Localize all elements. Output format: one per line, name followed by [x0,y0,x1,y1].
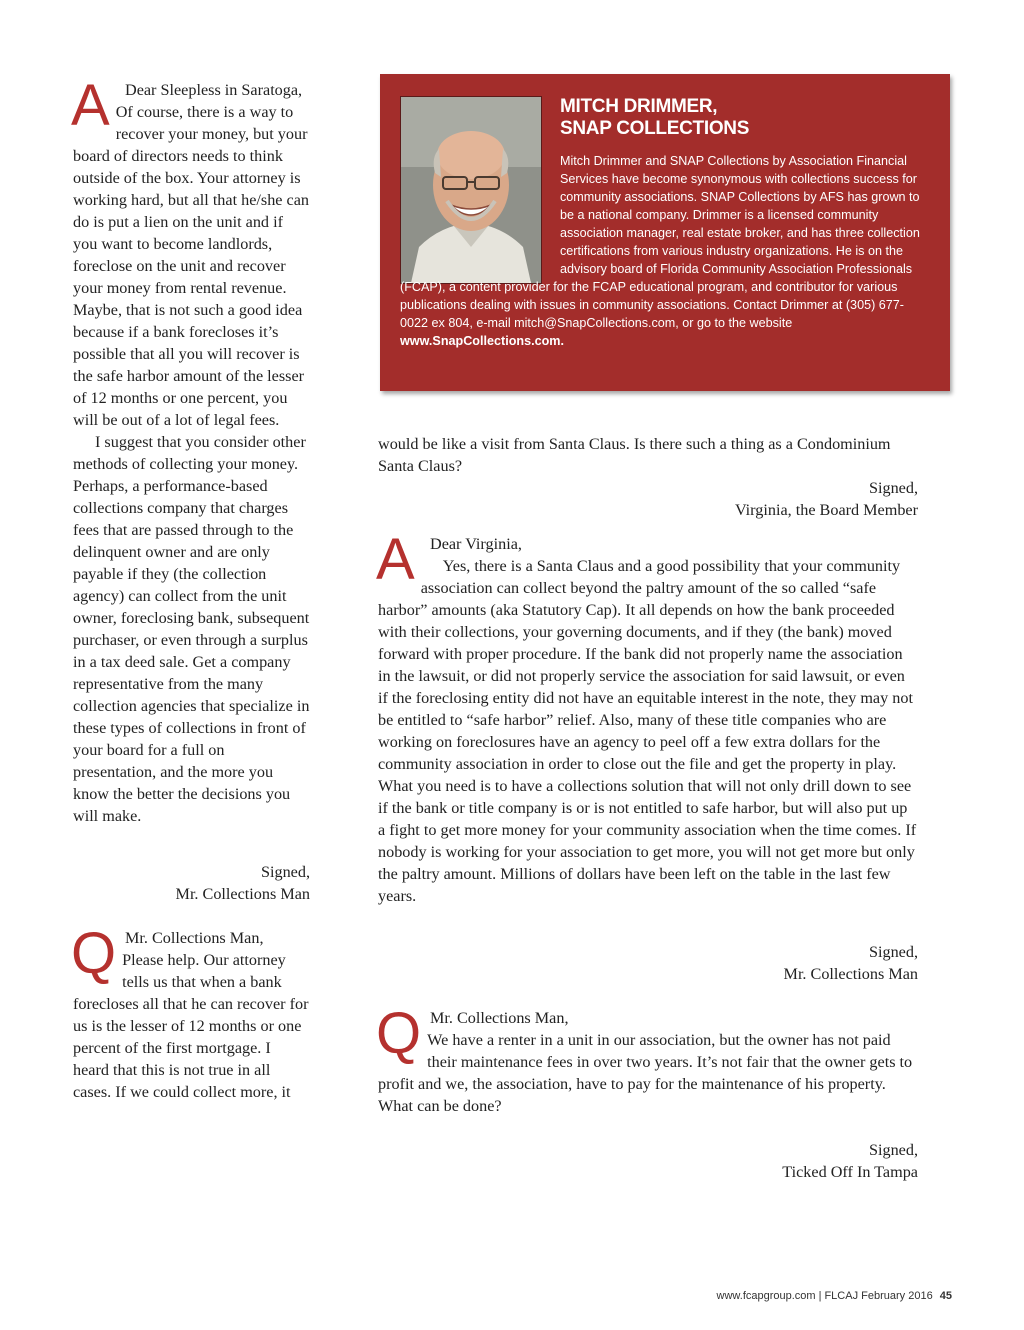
question-paragraph: Please help. Our attorney tells us that when a bank forecloses all that he can recover for us is the lesser of 12 months or one percent of the first mortgage. I heard that this is not true in all cases. If we could collect more, it [73,951,309,1101]
answer-salutation: Dear Virginia, [430,535,522,553]
question-block [71,921,310,1103]
question-block [376,1001,918,1117]
left-column [71,73,310,1103]
signer-name: Ticked Off In Tampa [782,1163,918,1181]
footer-website: www.fcapgroup.com [716,1290,816,1302]
question-drop-cap: Q [376,1001,422,1066]
author-name: MITCH DRIMMER, [560,96,718,117]
question-salutation: Mr. Collections Man, [430,1009,569,1027]
signed-label: Signed, [868,479,918,497]
question-paragraph: We have a renter in a unit in our association, but the owner has not paid their maintenance fees in over two years. It’s not fair that the owner gets to profit and we, the association, have to pay for the maintenance of his property. What can be done? [378,1031,913,1115]
question-drop-cap: Q [71,921,117,986]
answer-block [376,527,918,907]
right-column [378,433,918,1183]
answer-paragraph: I suggest that you consider other methods of collecting your money. Perhaps, a performance-based collections company that charges fees that are passed through to the delinquent owner and are only payable if they (the collection agency) can collect from the unit owner, foreclosing bank, subsequent purchaser, or even through a surplus in a tax deed sale. Get a company representative from the many collection agencies that specialize in these types of collections in front of your board for a full on presentation, and the more you know the better the decisions you will make. [73,433,310,825]
signed-label: Signed, [260,863,310,881]
author-company: SNAP COLLECTIONS [560,118,750,139]
page-footer [717,1290,952,1302]
answer-block [71,73,310,827]
signed-label: Signed, [868,943,918,961]
signed-label: Signed, [868,1141,918,1159]
author-bio-box [380,74,950,391]
signer-name: Mr. Collections Man [175,885,310,903]
footer-publication: FLCAJ [824,1290,859,1302]
footer-separator: | [818,1290,822,1302]
signer-name: Virginia, the Board Member [734,501,918,519]
signer-name: Mr. Collections Man [783,965,918,983]
author-bio-body: Mitch Drimmer and SNAP Collections by Association Financial Services have become synonymous with collections success for community associations. SNAP Collections by AFS has grown to be a national company. Drimmer is a licensed community association manager, real estate broker, and has three collection certifications from various industry organizations. He is on the advisory board of Florida Community Association Professionals (FCAP), a content provider for the FCAP educational program, and contributor for various publications dealing with issues in community associations. Contact Drimmer at (305) 677-0022 ex 804, e-mail mitch@SnapCollections.com, or go to the website [400,154,920,330]
continued-question-text: would be like a visit from Santa Claus. Is there such a thing as a Condominium Santa Claus? [378,435,891,475]
author-bio-text [400,152,930,350]
answer-paragraph: Yes, there is a Santa Claus and a good possibility that your community association can collect beyond the paltry amount of the so called “safe harbor” amounts (aka Statutory Cap). It all depends on how the bank proceeded with their collections, your governing documents, and if they (the bank) moved forward with proper procedure. If the bank did not properly name the association in the lawsuit, or did not properly service the association for said lawsuit, or even if the foreclosing entity did not have an equitable interest in the note, they may not be entitled to “safe harbor” relief. Also, many of these title companies who are working on foreclosures have an agency to peel off a few extra dollars for the community association in order to close out the file and get the property in play. What you need is to have a collections solution that will not only drill down to see if the bank or title company is or is not entitled to safe harbor, but will also put up a fight to get more money for your community association when the time comes. If nobody is working for your association to get more, you will not get more but only the paltry amount. Millions of dollars have been left on the table in the last few years. [378,557,917,905]
author-name-heading [560,96,749,140]
answer-salutation: Dear Sleepless in Saratoga, [125,81,303,99]
author-website: www.SnapCollections.com. [400,334,564,348]
answer-drop-cap: A [71,73,110,138]
question-salutation: Mr. Collections Man, [125,929,264,947]
footer-issue: February 2016 [861,1290,933,1302]
answer-paragraph: Of course, there is a way to recover your money, but your board of directors needs to think outside of the box. Your attorney is working hard, but all that he/she can do is put a lien on the unit and if you want to become landlords, foreclose on the unit and recover your money from rental revenue. Maybe, that is not such a good idea because if a bank forecloses it’s possible that all you will recover is the safe harbor amount of the lesser of 12 months or one percent, you will be out of a lot of legal fees. [73,103,309,429]
page-number: 45 [939,1290,952,1302]
answer-drop-cap: A [376,527,415,592]
